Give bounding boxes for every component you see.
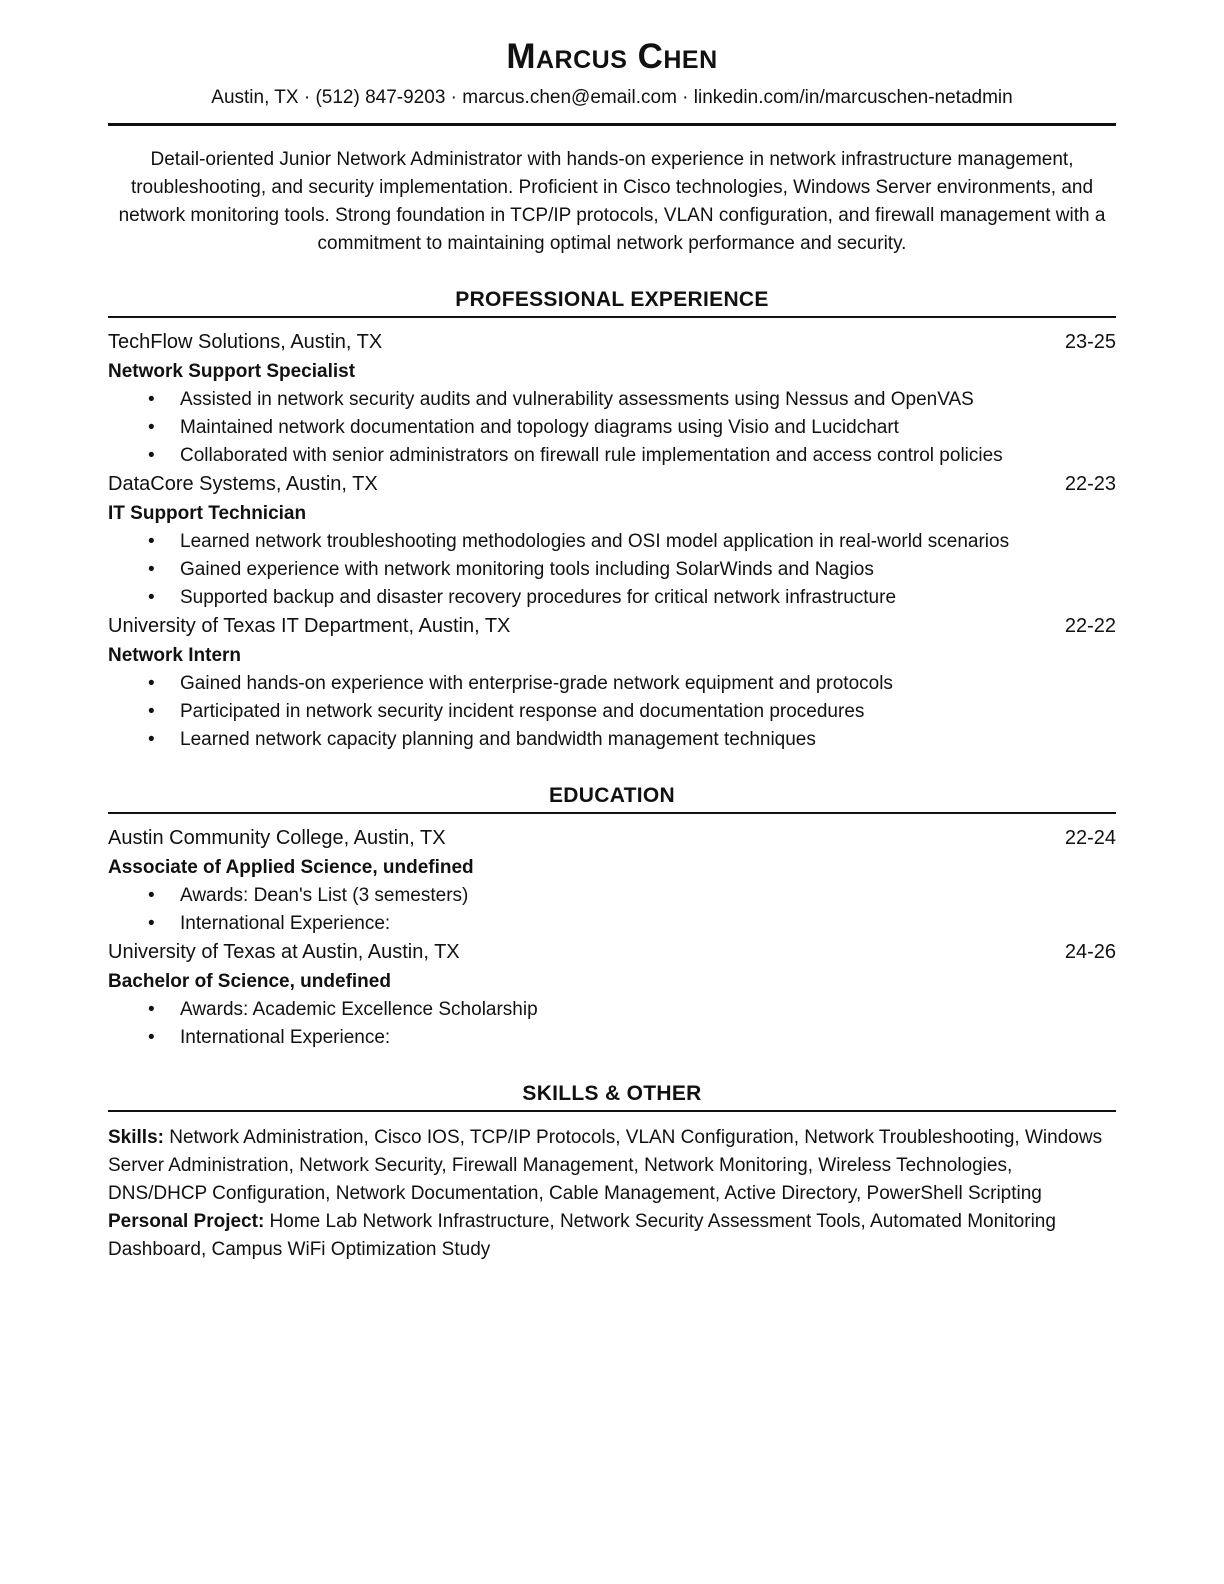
- bullet-text: International Experience:: [180, 912, 391, 934]
- skills-block: [108, 1124, 1116, 1264]
- bullet-text: Collaborated with senior administrators on firewall rule implementation and access control policies: [180, 444, 1003, 466]
- section-divider: [108, 1110, 1116, 1112]
- bullet-item: [108, 528, 1116, 556]
- bullet-text: Maintained network documentation and topology diagrams using Visio and Lucidchart: [180, 416, 899, 438]
- skills-text: Network Administration, Cisco IOS, TCP/IP Protocols, VLAN Configuration, Network Troubleshooting, Windows Server Administration, Network Security, Firewall Management, Network Monitoring, Wireless Technologies, DNS/DHCP Configuration, Network Documentation, Cable Management, Active Directory, PowerShell Scripting: [108, 1126, 1103, 1204]
- section-title-education: EDUCATION: [549, 783, 675, 807]
- education-entry: [108, 824, 1116, 938]
- bullet-text: Learned network troubleshooting methodologies and OSI model application in real-world scenarios: [180, 530, 1010, 552]
- section-skills-other: [108, 1082, 1116, 1264]
- bullet-item: [108, 584, 1116, 612]
- bullet-item: [108, 1024, 1116, 1052]
- entry-org: DataCore Systems, Austin, TX: [108, 472, 378, 495]
- entry-role: Network Intern: [108, 644, 242, 666]
- bullet-marker: •: [148, 1026, 155, 1048]
- section-experience: [108, 288, 1116, 754]
- experience-entry: [108, 612, 1116, 754]
- personal-project-label: Personal Project:: [108, 1210, 265, 1232]
- entry-header: [108, 824, 1116, 853]
- bullet-marker: •: [148, 530, 155, 552]
- education-entry: [108, 938, 1116, 1052]
- bullet-marker: •: [148, 586, 155, 608]
- entry-school: University of Texas at Austin, Austin, TX: [108, 940, 460, 963]
- bullet-text: Participated in network security incident response and documentation procedures: [180, 700, 865, 722]
- entry-header: [108, 328, 1116, 357]
- bullet-item: [108, 386, 1116, 414]
- section-divider: [108, 316, 1116, 318]
- person-name: Marcus Chen: [506, 37, 718, 76]
- summary-paragraph: Detail-oriented Junior Network Administrator with hands-on experience in network infrastructure management, troubleshooting, and security implementation. Proficient in Cisco technologies, Windows Server environments, and network monitoring tools. Strong foundation in TCP/IP protocols, VLAN configuration, and firewall management with a commitment to maintaining optimal network performance and security.: [118, 148, 1106, 254]
- entry-dates: 22-23: [1064, 472, 1116, 495]
- entry-bullets: [108, 528, 1116, 612]
- entry-bullets: [108, 882, 1116, 938]
- bullet-item: [108, 556, 1116, 584]
- personal-project-text: Home Lab Network Infrastructure, Network Security Assessment Tools, Automated Monitoring Dashboard, Campus WiFi Optimization Study: [108, 1210, 1056, 1260]
- entry-bullets: [108, 386, 1116, 470]
- bullet-marker: •: [148, 388, 155, 410]
- bullet-item: [108, 882, 1116, 910]
- section-education: [108, 784, 1116, 1052]
- bullet-item: [108, 442, 1116, 470]
- entry-role: IT Support Technician: [108, 502, 307, 524]
- bullet-item: [108, 726, 1116, 754]
- bullet-item: [108, 698, 1116, 726]
- bullet-marker: •: [148, 884, 155, 906]
- bullet-marker: •: [148, 912, 155, 934]
- section-title-experience: PROFESSIONAL EXPERIENCE: [455, 287, 769, 311]
- entry-degree: Associate of Applied Science, undefined: [108, 856, 474, 878]
- experience-entry: [108, 470, 1116, 612]
- bullet-marker: •: [148, 558, 155, 580]
- entry-school: Austin Community College, Austin, TX: [108, 826, 446, 849]
- entry-degree: Bachelor of Science, undefined: [108, 970, 391, 992]
- bullet-text: International Experience:: [180, 1026, 391, 1048]
- bullet-text: Gained hands-on experience with enterprise-grade network equipment and protocols: [180, 672, 893, 694]
- bullet-item: [108, 414, 1116, 442]
- entry-bullets: [108, 996, 1116, 1052]
- bullet-text: Awards: Dean's List (3 semesters): [180, 884, 469, 906]
- entry-header: [108, 938, 1116, 967]
- skills-label: Skills:: [108, 1126, 164, 1148]
- entry-dates: 22-24: [1064, 826, 1116, 849]
- header-divider: [108, 123, 1116, 126]
- section-title-skills: SKILLS & OTHER: [522, 1081, 702, 1105]
- entry-bullets: [108, 670, 1116, 754]
- skills-line: [108, 1124, 1116, 1208]
- bullet-text: Learned network capacity planning and bandwidth management techniques: [180, 728, 816, 750]
- bullet-text: Gained experience with network monitoring tools including SolarWinds and Nagios: [180, 558, 874, 580]
- bullet-text: Awards: Academic Excellence Scholarship: [180, 998, 538, 1020]
- entry-dates: 22-22: [1064, 614, 1116, 637]
- entry-header: [108, 612, 1116, 641]
- bullet-marker: •: [148, 416, 155, 438]
- bullet-marker: •: [148, 444, 155, 466]
- bullet-text: Supported backup and disaster recovery procedures for critical network infrastructure: [180, 586, 897, 608]
- entry-org: University of Texas IT Department, Austin, TX: [108, 614, 511, 637]
- experience-entry: [108, 328, 1116, 470]
- entry-dates: 24-26: [1064, 940, 1116, 963]
- entry-org: TechFlow Solutions, Austin, TX: [108, 330, 383, 353]
- bullet-marker: •: [148, 998, 155, 1020]
- bullet-marker: •: [148, 700, 155, 722]
- entry-role: Network Support Specialist: [108, 360, 356, 382]
- entry-dates: 23-25: [1064, 330, 1116, 353]
- bullet-marker: •: [148, 728, 155, 750]
- section-divider: [108, 812, 1116, 814]
- bullet-text: Assisted in network security audits and vulnerability assessments using Nessus and OpenVAS: [180, 388, 974, 410]
- bullet-item: [108, 670, 1116, 698]
- bullet-marker: •: [148, 672, 155, 694]
- personal-project-line: [108, 1208, 1116, 1264]
- bullet-item: [108, 910, 1116, 938]
- entry-header: [108, 470, 1116, 499]
- contact-line: Austin, TX · (512) 847-9203 · marcus.chen@email.com · linkedin.com/in/marcuschen-netadmin: [211, 86, 1013, 108]
- bullet-item: [108, 996, 1116, 1024]
